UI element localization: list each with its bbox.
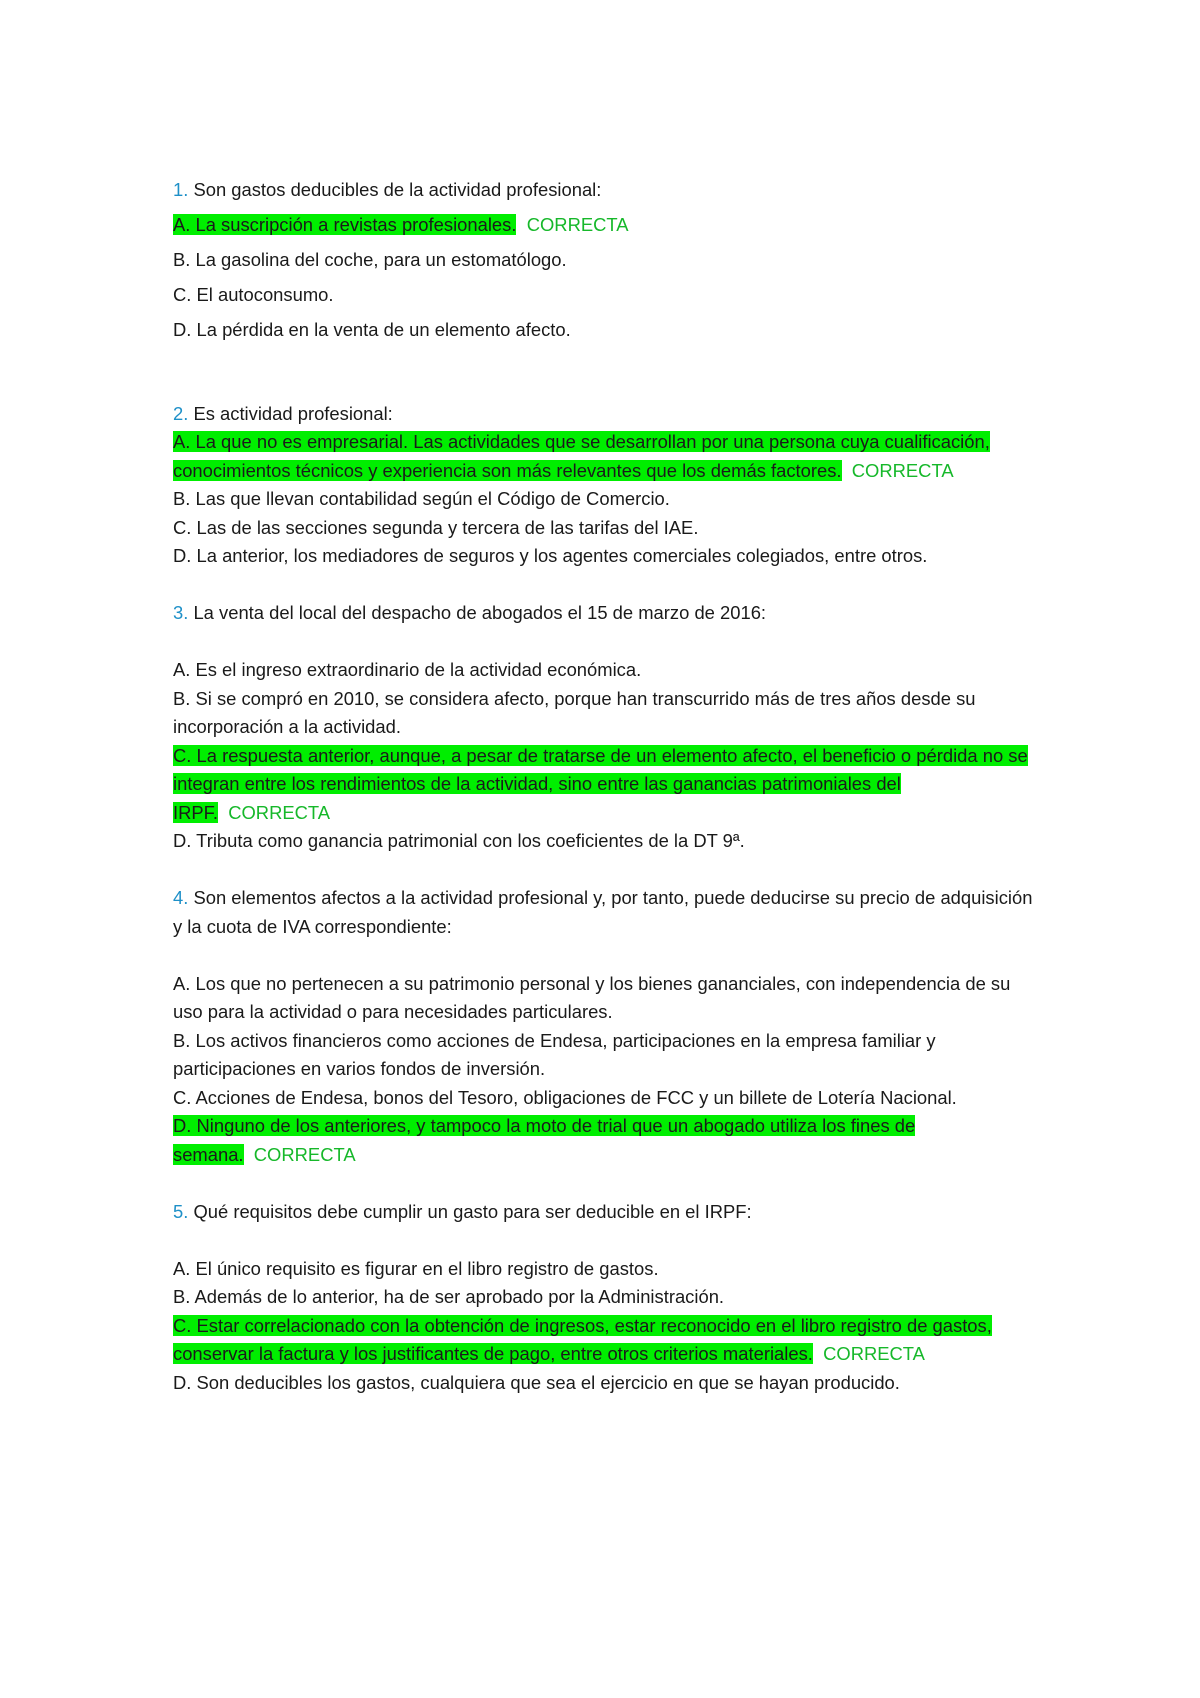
question-stem xyxy=(173,884,1043,941)
option-a-correct xyxy=(173,428,1043,485)
option-b: B. Si se compró en 2010, se considera afecto, porque han transcurrido más de tres años desde su incorporación a la actividad. xyxy=(173,687,976,737)
question-text: Son elementos afectos a la actividad profesional y, por tanto, puede deducirse su precio de adquisición y la cuota de IVA correspondiente: xyxy=(173,887,1033,937)
option-b: B. Las que llevan contabilidad según el Código de Comercio. xyxy=(173,488,670,509)
option-d: D. Tributa como ganancia patrimonial con los coeficientes de la DT 9ª. xyxy=(173,830,745,851)
question-number: 1. xyxy=(173,179,189,200)
question-stem xyxy=(173,400,1043,429)
question-stem xyxy=(173,599,1043,628)
option-text: A. La suscripción a revistas profesionales. xyxy=(173,214,517,235)
option-c-correct xyxy=(173,1312,1043,1369)
option-d-correct xyxy=(173,1112,1043,1169)
question-number: 4. xyxy=(173,887,189,908)
option-b: B. La gasolina del coche, para un estomatólogo. xyxy=(173,249,567,270)
option-c: C. Las de las secciones segunda y tercera de las tarifas del IAE. xyxy=(173,516,699,538)
correct-label: CORRECTA xyxy=(823,1343,925,1364)
question-5 xyxy=(173,1198,1043,1398)
option-a: A. El único requisito es figurar en el libro registro de gastos. xyxy=(173,1257,659,1279)
option-d: D. La anterior, los mediadores de seguros y los agentes comerciales colegiados, entre otros. xyxy=(173,545,928,566)
correct-label: CORRECTA xyxy=(228,801,331,823)
option-c: C. El autoconsumo. xyxy=(173,284,334,305)
correct-label: CORRECTA xyxy=(526,214,629,235)
option-d: D. Son deducibles los gastos, cualquiera que sea el ejercicio en que se hayan producido. xyxy=(173,1371,900,1393)
quiz-content xyxy=(173,176,1043,1397)
question-2 xyxy=(173,400,1043,571)
question-4 xyxy=(173,884,1043,1169)
option-c-correct xyxy=(173,742,1043,828)
question-stem xyxy=(173,176,1043,205)
option-text: A. La que no es empresarial. Las actividades que se desarrollan por una persona cuya cualificación, conocimientos técnicos y experiencia son más relevantes que los demás factores. xyxy=(173,431,990,481)
question-number: 5. xyxy=(173,1200,189,1222)
option-a: A. Es el ingreso extraordinario de la actividad económica. xyxy=(173,659,642,680)
question-number: 3. xyxy=(173,602,189,623)
option-a: A. Los que no pertenecen a su patrimonio personal y los bienes gananciales, con independencia de su uso para la actividad o para necesidades particulares. xyxy=(173,972,1011,1022)
question-1 xyxy=(173,176,1043,345)
question-number: 2. xyxy=(173,402,189,424)
correct-label: CORRECTA xyxy=(253,1143,356,1165)
option-d: D. La pérdida en la venta de un elemento afecto. xyxy=(173,319,571,340)
option-text: C. La respuesta anterior, aunque, a pesar de tratarse de un elemento afecto, el beneficio o pérdida no se integran entre los rendimientos de la actividad, sino entre las ganancias patrimoniales del IRPF. xyxy=(173,744,1028,823)
option-text: D. Ninguno de los anteriores, y tampoco la moto de trial que un abogado utiliza los fines de semana. xyxy=(173,1115,916,1165)
option-b: B. Los activos financieros como acciones de Endesa, participaciones en la empresa familiar y participaciones en varios fondos de inversión. xyxy=(173,1029,936,1079)
option-a-correct xyxy=(173,211,1043,240)
question-text: La venta del local del despacho de abogados el 15 de marzo de 2016: xyxy=(188,602,767,623)
question-stem xyxy=(173,1198,1043,1227)
question-3 xyxy=(173,599,1043,856)
question-text: Es actividad profesional: xyxy=(188,402,393,424)
option-c: C. Acciones de Endesa, bonos del Tesoro, obligaciones de FCC y un billete de Lotería Nacional. xyxy=(173,1086,957,1108)
option-b: B. Además de lo anterior, ha de ser aprobado por la Administración. xyxy=(173,1286,725,1307)
question-text: Son gastos deducibles de la actividad profesional: xyxy=(188,179,602,200)
question-text: Qué requisitos debe cumplir un gasto para ser deducible en el IRPF: xyxy=(188,1200,752,1222)
option-text: C. Estar correlacionado con la obtención de ingresos, estar reconocido en el libro registro de gastos, conservar la factura y los justificantes de pago, entre otros criterios materiales. xyxy=(173,1314,992,1364)
correct-label: CORRECTA xyxy=(851,459,954,481)
